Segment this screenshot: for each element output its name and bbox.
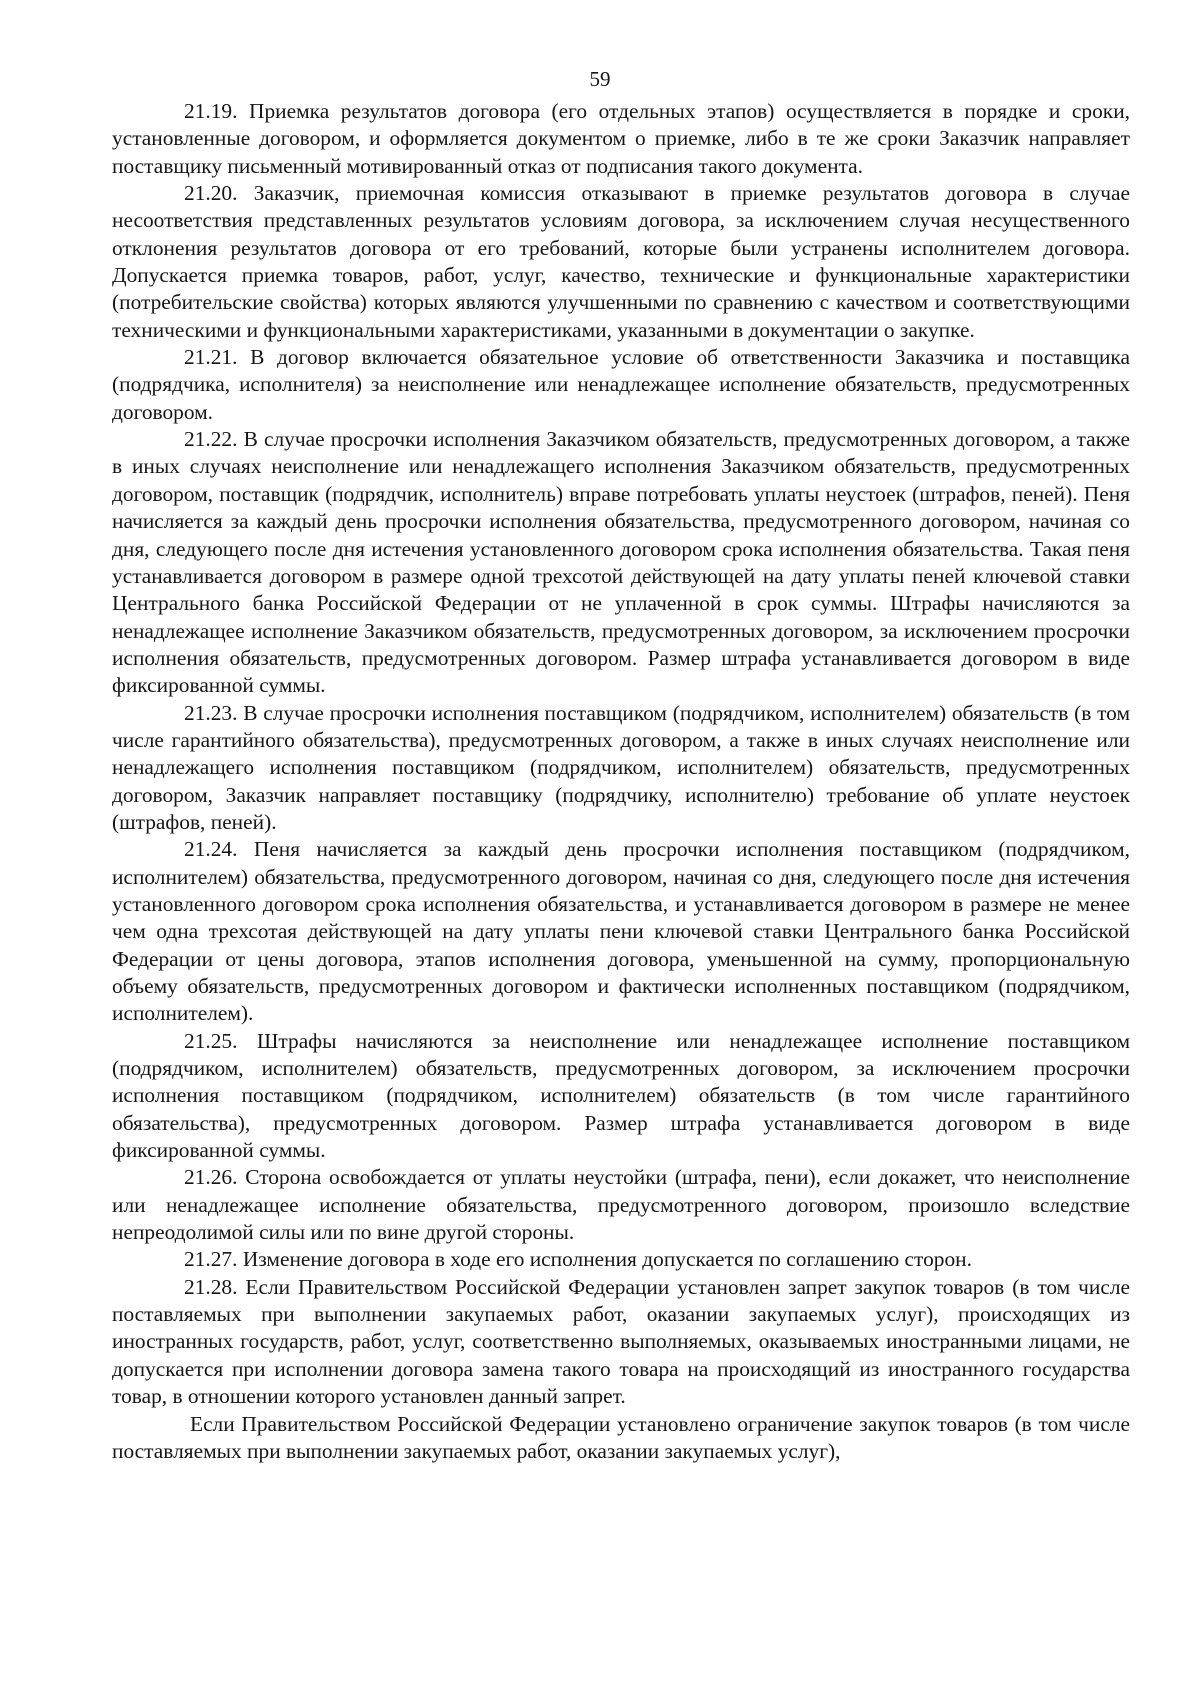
paragraph-restriction: Если Правительством Российской Федерации установлено ограничение закупок товаров (в том числе поставляемых при выполнении закупаемых работ, оказании закупаемых услуг),: [112, 1411, 1130, 1463]
paragraph-21-26: 21.26. Сторона освобождается от уплаты неустойки (штрафа, пени), если докажет, что неисполнение или ненадлежащее исполнение обязательства, предусмотренного договором, произошло вследствие непреодолимой силы или по вине другой стороны.: [112, 1165, 1130, 1245]
paragraph-21-27: 21.27. Изменение договора в ходе его исполнения допускается по соглашению сторон.: [184, 1247, 972, 1272]
paragraph-21-21: 21.21. В договор включается обязательное условие об ответственности Заказчика и поставщика (подрядчика, исполнителя) за неисполнение или ненадлежащее исполнение обязательств, предусмотренных договором.: [112, 345, 1130, 424]
paragraph-21-19: 21.19. Приемка результатов договора (его отдельных этапов) осуществляется в порядке и сроки, установленные договором, и оформляется документом о приемке, либо в те же сроки Заказчик направляет поставщику письменный мотивированный отказ от подписания такого документа.: [112, 99, 1130, 178]
document-body: [112, 98, 1130, 1465]
page-number: 59: [589, 67, 611, 91]
paragraph-21-24: 21.24. Пеня начисляется за каждый день просрочки исполнения поставщиком (подрядчиком, исполнителем) обязательства, предусмотренного договором, начиная со дня, следующего после дня истечения установленного договором срока исполнения обязательства, и устанавливается договором в размере не менее чем одна трехсотая действующей на дату уплаты пени ключевой ставки Центрального банка Российской Федерации от цены договора, этапов исполнения договора, уменьшенной на сумму, пропорциональную объему обязательств, предусмотренных договором и фактически исполненных поставщиком (подрядчиком, исполнителем).: [112, 837, 1130, 1026]
paragraph-21-22: 21.22. В случае просрочки исполнения Заказчиком обязательств, предусмотренных договором, а также в иных случаях неисполнение или ненадлежащего исполнения Заказчиком обязательств, предусмотренных договором, поставщик (подрядчик, исполнитель) вправе потребовать уплаты неустоек (штрафов, пеней). Пеня начисляется за каждый день просрочки исполнения обязательства, предусмотренного договором, начиная со дня, следующего после дня истечения установленного договором срока исполнения обязательства. Такая пеня устанавливается договором в размере одной трехсотой действующей на дату уплаты пеней ключевой ставки Центрального банка Российской Федерации от не уплаченной в срок суммы. Штрафы начисляются за ненадлежащее исполнение Заказчиком обязательств, предусмотренных договором, за исключением просрочки исполнения обязательств, предусмотренных договором. Размер штрафа устанавливается договором в виде фиксированной суммы.: [112, 427, 1130, 698]
paragraph-21-23: 21.23. В случае просрочки исполнения поставщиком (подрядчиком, исполнителем) обязательств (в том числе гарантийного обязательства), предусмотренных договором, а также в иных случаях неисполнение или ненадлежащего исполнения поставщиком (подрядчиком, исполнителем) обязательств, предусмотренных договором, Заказчик направляет поставщику (подрядчику, исполнителю) требование об уплате неустоек (штрафов, пеней).: [112, 700, 1130, 834]
paragraph-21-25: 21.25. Штрафы начисляются за неисполнение или ненадлежащее исполнение поставщиком (подрядчиком, исполнителем) обязательств, предусмотренных договором, за исключением просрочки исполнения поставщиком (подрядчиком, исполнителем) обязательств (в том числе гарантийного обязательства), предусмотренных договором. Размер штрафа устанавливается договором в виде фиксированной суммы.: [112, 1028, 1130, 1163]
paragraph-21-20: 21.20. Заказчик, приемочная комиссия отказывают в приемке результатов договора в случае несоответствия представленных результатов условиям договора, за исключением случая несущественного отклонения результатов договора от его требований, которые были устранены исполнителем договора. Допускается приемка товаров, работ, услуг, качество, технические и функциональные характеристики (потребительские свойства) которых являются улучшенными по сравнению с качеством и соответствующими техническими и функциональными характеристиками, указанными в документации о закупке.: [112, 181, 1130, 342]
paragraph-21-28: 21.28. Если Правительством Российской Федерации установлен запрет закупок товаров (в том числе поставляемых при выполнении закупаемых работ, оказании закупаемых услуг), происходящих из иностранных государств, работ, услуг, соответственно выполняемых, оказываемых иностранными лицами, не допускается при исполнении договора замена такого товара на происходящий из иностранного государства товар, в отношении которого установлен данный запрет.: [112, 1274, 1130, 1409]
